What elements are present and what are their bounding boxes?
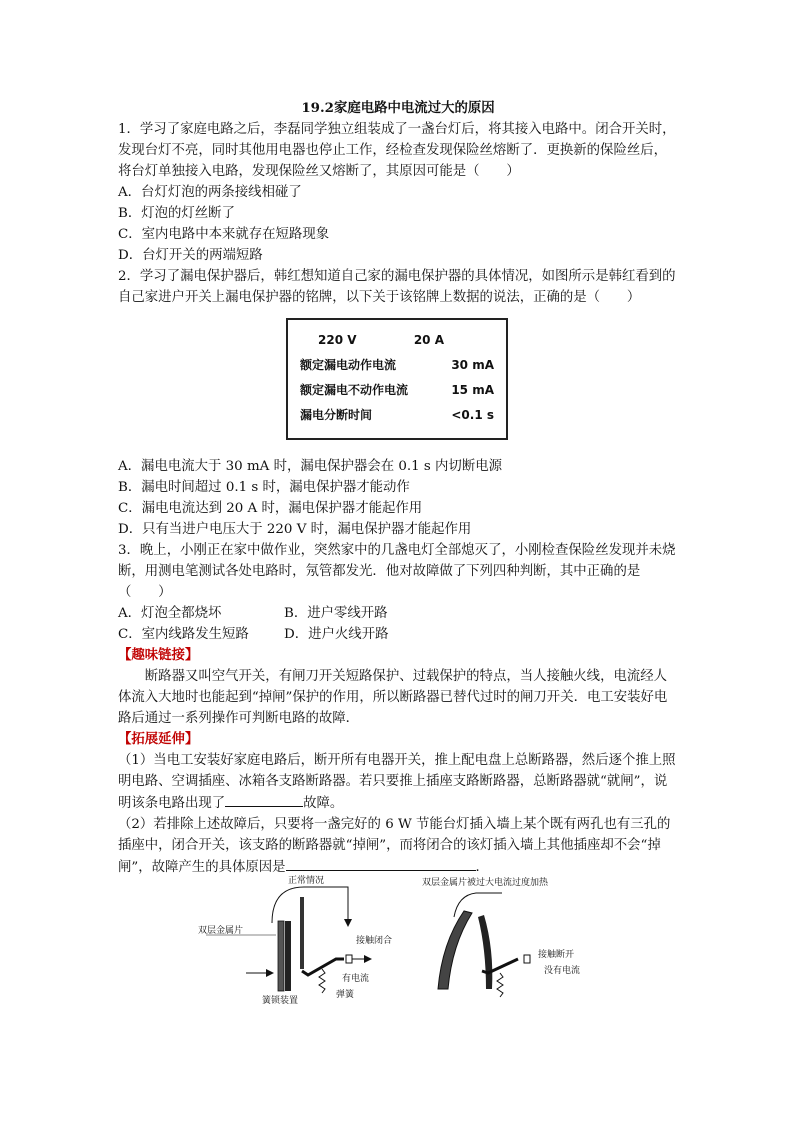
- q3-options-row: [118, 603, 678, 624]
- q2-stem: 2．学习了漏电保护器后，韩红想知道自己家的漏电保护器的具体情况，如图所示是韩红看到的自己家进户开关上漏电保护器的铭牌，以下关于该铭牌上数据的说法，正确的是（ ）: [118, 269, 676, 305]
- q3-option-d: D．进户火线开路: [284, 627, 389, 642]
- normal-state-diagram: [198, 874, 392, 1006]
- circuit-breaker-figure: [186, 873, 616, 1013]
- plate-value: 30 mA: [451, 358, 494, 372]
- plate-label: 额定漏电不动作电流: [300, 383, 409, 397]
- fun-heading: 【趣味链接】: [118, 647, 199, 663]
- q3-options-row: [118, 624, 678, 645]
- plate-label: 额定漏电动作电流: [300, 358, 397, 372]
- contact-closed-label: 接触闭合: [356, 936, 393, 946]
- q3-option-b: B．进户零线开路: [284, 606, 388, 621]
- ext-q1-text: （1）当电工安装好家庭电路后，断开所有电器开关，推上配电盘上总断路器，然后逐个推上照明电路、空调插座、冰箱各支路断路器。若只要推上插座支路断路器，总断路器就“就闸”，说明该条电路出现了: [118, 753, 676, 811]
- ext-heading: 【拓展延伸】: [118, 731, 199, 747]
- lock-label: 簧锁装置: [262, 996, 299, 1006]
- answer-blank[interactable]: [225, 792, 303, 807]
- q1-stem: 1．学习了家庭电路之后，李磊同学独立组装成了一盏台灯后，将其接入电路中。闭合开关时，发现台灯不亮，同时其他用电器也停止工作，经检查发现保险丝熔断了．更换新的保险丝后，将台灯单独接入电路，发现保险丝又熔断了，其原因可能是（ ）: [118, 122, 676, 179]
- plate-voltage: 220 V: [318, 333, 357, 347]
- plate-value: <0.1 s: [451, 408, 494, 422]
- q2-option-a: A．漏电电流大于 30 mA 时，漏电保护器会在 0.1 s 内切断电源: [118, 459, 502, 474]
- ext-q2-text: （2）若排除上述故障后，只要将一盏完好的 6 W 节能台灯插入墙上某个既有两孔也有三孔的插座中，闭合开关，该支路的断路器就“掉闸”，而将闭合的该灯插入墙上其他插座却不会“掉闸”，故障产生的具体原因是: [118, 817, 671, 875]
- document-page: [118, 98, 678, 878]
- ext-q1: [118, 750, 678, 814]
- q1-option-a: A．台灯灯泡的两条接线相碰了: [118, 185, 302, 200]
- q1-option-b: B．灯泡的灯丝断了: [118, 206, 235, 221]
- q2-option-c: C．漏电电流达到 20 A 时，漏电保护器才能起作用: [118, 501, 423, 516]
- q3-option-a: A．灯泡全都烧坏: [118, 606, 222, 621]
- overheat-title: 双层金属片被过大电流过度加热: [422, 878, 549, 888]
- no-current-label: 没有电流: [544, 966, 581, 976]
- contact-open-label: 接触断开: [538, 950, 575, 960]
- q2-option-d: D．只有当进户电压大于 220 V 时，漏电保护器才能起作用: [118, 522, 472, 537]
- q1-option-c: C．室内电路中本来就存在短路现象: [118, 227, 330, 242]
- current-label: 有电流: [342, 974, 370, 984]
- ext-q1-tail: 故障。: [303, 796, 344, 811]
- normal-title: 正常情况: [288, 876, 325, 886]
- overheated-state-diagram: [422, 876, 580, 997]
- page-title: 19.2家庭电路中电流过大的原因: [301, 100, 495, 116]
- ext-q2-tail: ．: [475, 860, 489, 875]
- plate-value: 15 mA: [451, 383, 494, 397]
- plate-label: 漏电分断时间: [300, 408, 373, 422]
- q3-stem: 3．晚上，小刚正在家中做作业，突然家中的几盏电灯全部熄灭了，小刚检查保险丝发现并未烧断，用测电笔测试各处电路时，氖管都发光．他对故障做了下列四种判断，其中正确的是（ ）: [118, 543, 676, 600]
- q3-option-c: C．室内线路发生短路: [118, 627, 249, 642]
- q1-option-d: D．台灯开关的两端短路: [118, 248, 263, 263]
- ext-q2: [118, 814, 678, 878]
- bimetal-label: 双层金属片: [198, 926, 244, 936]
- spring-label: 弹簧: [336, 990, 355, 1000]
- plate-current: 20 A: [413, 333, 444, 347]
- leakage-protector-nameplate: [286, 318, 508, 440]
- breaker-diagram: [186, 873, 616, 1013]
- answer-blank[interactable]: [286, 856, 476, 871]
- q2-option-b: B．漏电时间超过 0.1 s 时，漏电保护器才能动作: [118, 480, 410, 495]
- fun-text: 断路器又叫空气开关，有闸刀开关短路保护、过载保护的特点，当人接触火线，电流经人体流入大地时也能起到“掉闸”保护的作用，所以断路器已替代过时的闸刀开关．电工安装好电路后通过一系列操作可判断电路的故障．: [118, 669, 668, 726]
